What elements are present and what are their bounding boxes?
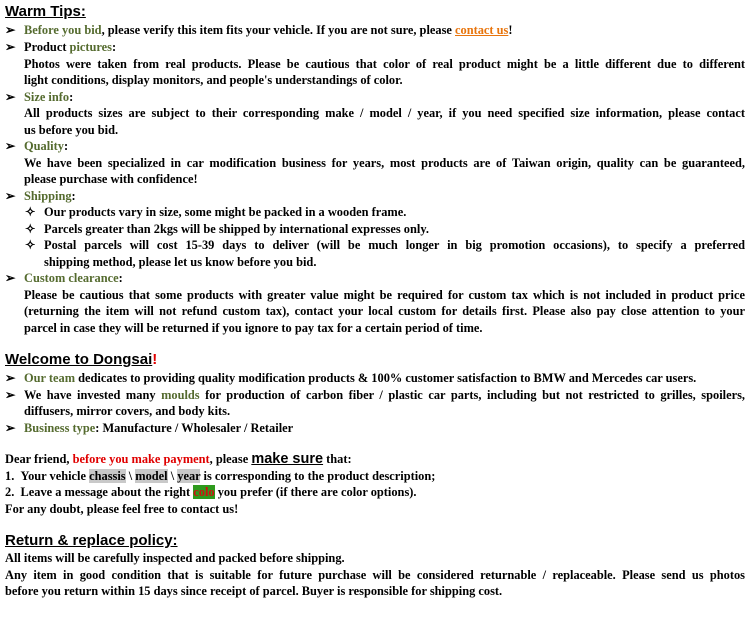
moulds-line1 [24,387,745,403]
moulds-label: moulds [161,388,200,402]
arrow-bullet-icon: ➢ [5,189,16,203]
pictures-tip [5,39,116,55]
quality-line2: please purchase with confidence! [24,172,198,186]
shipping-tip [5,188,76,204]
check-item-1 [5,468,435,484]
team-text: dedicates to providing quality modification products & 100% customer satisfaction to BMW and Mercedes car users. [75,371,697,385]
item-2-text-a: Leave a message about the right [20,485,194,499]
please-text: , please [209,452,252,466]
quality-label: Quality [24,139,64,153]
bid-tip [5,22,513,38]
pictures-line1: Photos were taken from real products. Please be cautious that color of real product might be a little different due to different [24,57,745,71]
doubt-line: For any doubt, please feel free to contact us! [5,502,239,516]
arrow-bullet-icon: ➢ [5,40,16,54]
chassis-highlight: chassis [89,469,126,483]
return-line1: All items will be carefully inspected and packed before shipping. [5,551,345,565]
year-highlight: year [177,469,201,483]
item-1-text-a: Your vehicle [20,469,90,483]
pictures-colon: : [112,40,117,54]
custom-line2: (returning the item will not refund custom tax), contact your local custom for details first. Please also pay close attention to your [24,304,745,318]
warm-tips-heading: Warm Tips: [5,3,86,20]
item-2-number: 2. [5,485,15,499]
dear-text: Dear friend, [5,452,73,466]
pictures-line2: light conditions, display monitors, and people's understandings of color. [24,73,403,87]
before-payment: before you make payment [72,452,210,466]
quality-colon: : [63,139,69,153]
contact-us-link[interactable]: contact us [455,23,509,37]
business-text: : Manufacture / Wholesaler / Retailer [95,421,294,435]
return-line2: Any item in good condition that is suitable for future purchase will be considered returnable / replaceable. Please send us photos [5,568,745,582]
moulds-item [5,387,24,403]
make-sure: make sure [251,451,324,467]
custom-colon: : [118,271,123,285]
custom-line3: parcel in case they will be returned if you ignore to pay tax for a certain period of time. [24,321,483,335]
item-1-number: 1. [5,469,15,483]
shipping-item-3-line1: Postal parcels will cost 15-39 days to deliver (will be much longer in big promotion occasions), to specify a preferred [44,238,745,252]
sep-2: \ [167,469,178,483]
size-line2: us before you bid. [24,123,119,137]
shipping-item-3-line2: shipping method, please let us know before you bid. [44,255,317,269]
bid-end: ! [508,23,513,37]
arrow-bullet-icon: ➢ [5,271,16,285]
shipping-item-2 [5,221,429,237]
pictures-prefix: Product [24,40,70,54]
moulds-line2: diffusers, mirror covers, and body kits. [24,404,231,418]
diamond-bullet-icon: ✧ [25,205,36,219]
custom-label: Custom clearance [24,271,119,285]
business-item [5,420,293,436]
arrow-bullet-icon: ➢ [5,139,16,153]
pictures-label: pictures [69,40,112,54]
shipping-colon: : [71,189,76,203]
custom-tip [5,270,123,286]
shipping-label: Shipping [24,189,72,203]
diamond-bullet-icon: ✧ [25,238,36,252]
team-label: Our team [24,371,76,385]
return-policy-heading: Return & replace policy: [5,532,178,549]
arrow-bullet-icon: ➢ [5,421,16,435]
shipping-item-2-text: Parcels greater than 2kgs will be shipped by international expresses only. [44,222,429,236]
size-label: Size info [24,90,70,104]
moulds-after: for production of carbon fiber / plastic car parts, including but not restricted to grilles, spoilers, [199,388,745,402]
size-line1: All products sizes are subject to their corresponding make / model / year, if you need specified size information, please contact [24,106,745,120]
size-tip [5,89,73,105]
welcome-title: Welcome to Dongsai [5,351,153,368]
custom-line1: Please be cautious that some products with greater value might be required for custom tax which is not included in product price [24,288,745,302]
moulds-before: We have invested many [24,388,162,402]
welcome-exclaim: ! [152,351,158,368]
business-label: Business type [24,421,96,435]
arrow-bullet-icon: ➢ [5,388,16,402]
return-line3: before you return within 15 days since receipt of parcel. Buyer is responsible for shipping cost. [5,584,503,598]
arrow-bullet-icon: ➢ [5,23,16,37]
check-item-2 [5,484,417,500]
dear-friend-line [5,451,352,467]
quality-line1: We have been specialized in car modification business for years, most products are of Taiwan origin, quality can be guaranteed, [24,156,745,170]
that-text: that: [323,452,352,466]
arrow-bullet-icon: ➢ [5,90,16,104]
item-1-text-b: is corresponding to the product description; [200,469,436,483]
team-item [5,370,696,386]
quality-tip [5,138,68,154]
bid-text: , please verify this item fits your vehicle. If you are not sure, please [101,23,455,37]
welcome-heading [5,352,157,368]
model-highlight: model [135,469,168,483]
sep-1: \ [125,469,136,483]
diamond-bullet-icon: ✧ [25,222,36,236]
size-colon: : [69,90,74,104]
color-highlight: colo [193,485,215,499]
item-2-text-b: you prefer (if there are color options). [214,485,417,499]
shipping-item-1 [5,204,406,220]
arrow-bullet-icon: ➢ [5,371,16,385]
bid-label: Before you bid [24,23,102,37]
shipping-item-3 [5,237,44,253]
shipping-item-1-text: Our products vary in size, some might be packed in a wooden frame. [44,205,407,219]
